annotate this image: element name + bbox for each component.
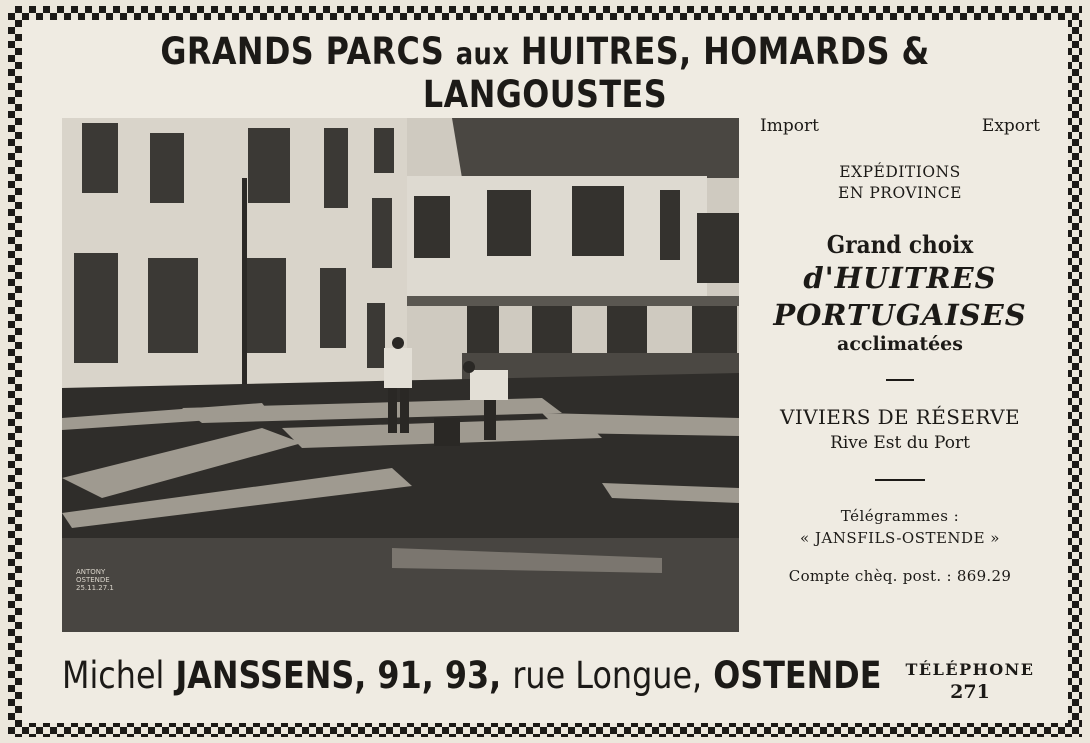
headline-part2: aux [455, 37, 510, 72]
footer-numbers: 91, 93, [377, 654, 502, 697]
footer-address [62, 654, 881, 697]
oyster-park-photo [62, 118, 739, 632]
headline-part1: GRANDS PARCS [160, 30, 445, 73]
grand-choix: Grand choix [826, 230, 974, 259]
headline-part3: HUITRES, HOMARDS & LANGOUSTES [422, 30, 930, 116]
headline [76, 30, 1013, 116]
portugaises-heading: PORTUGAISES [773, 298, 1027, 332]
photo-credit-2: OSTENDE [76, 576, 110, 584]
import-export [760, 116, 1040, 136]
import-label: Import [760, 116, 819, 136]
rive: Rive Est du Port [830, 433, 970, 453]
telegrammes [752, 505, 1048, 549]
footer-name: JANSSENS, [175, 654, 367, 697]
divider [886, 379, 914, 381]
expeditions-line2: EN PROVINCE [838, 184, 962, 202]
photo-credit-3: 25.11.27.1 [76, 584, 114, 592]
compte-cheque: Compte chèq. post. : 869.29 [788, 567, 1012, 585]
telegrammes-value: « JANSFILS-OSTENDE » [800, 529, 1000, 547]
acclimatees: acclimatées [837, 333, 963, 355]
photo-credit-1: ANTONY [76, 568, 106, 576]
telegrammes-label: Télégrammes : [840, 507, 960, 525]
expeditions [752, 162, 1048, 204]
footer-street: rue Longue, [512, 654, 703, 697]
expeditions-line1: EXPÉDITIONS [839, 163, 961, 181]
huitres-heading: d'HUITRES [803, 261, 997, 295]
export-label: Export [981, 116, 1040, 136]
telephone [900, 660, 1040, 703]
divider [875, 479, 925, 481]
info-column [752, 116, 1048, 585]
viviers: VIVIERS DE RÉSERVE [780, 405, 1020, 429]
footer-city: OSTENDE [713, 654, 882, 697]
telephone-number: 271 [950, 681, 990, 703]
footer-first: Michel [62, 654, 165, 697]
telephone-label: TÉLÉPHONE [905, 660, 1035, 679]
